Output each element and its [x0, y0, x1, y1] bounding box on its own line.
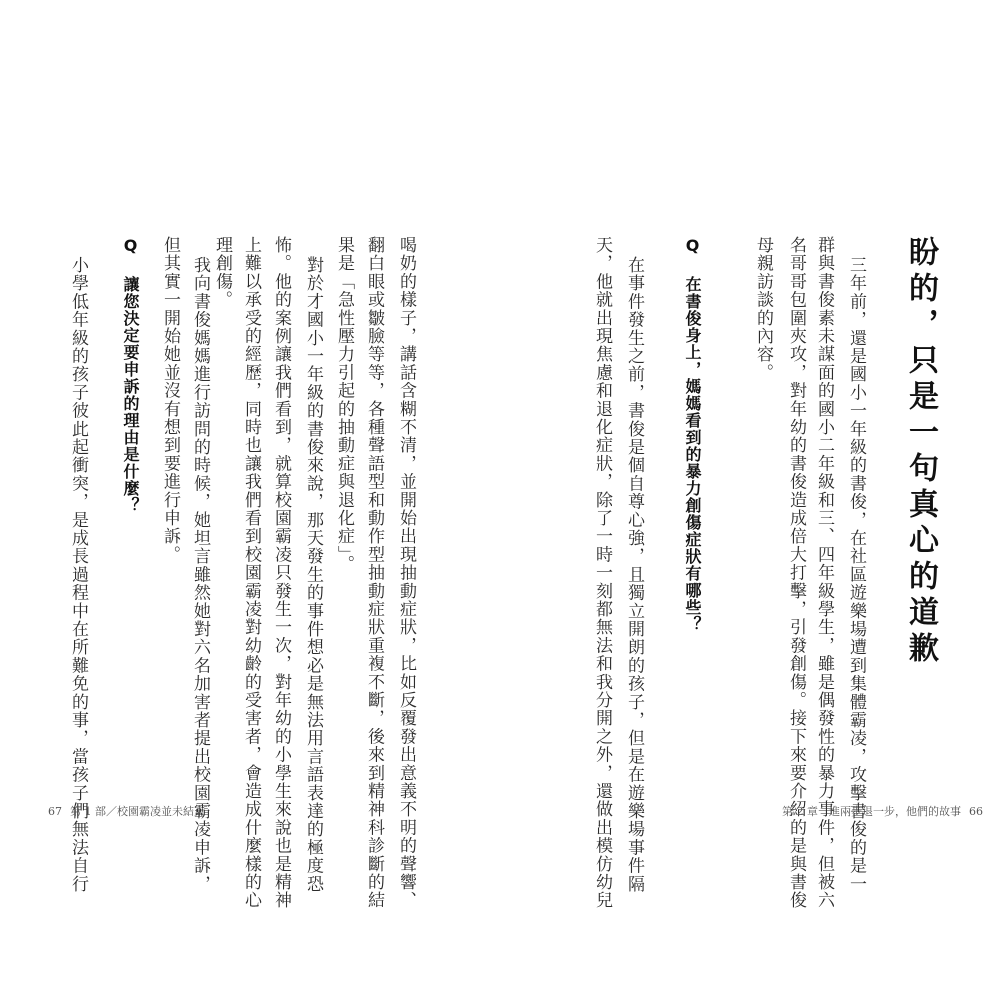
footer-left — [40, 803, 205, 819]
question-heading: Q 在書俊身上，媽媽看到的暴力創傷症狀有哪些？ — [683, 236, 702, 633]
para2-line-3: 上難以承受的經歷，同時也讓我們看到校園霸凌對幼齡的受害者，會造成什麼樣的心 — [241, 236, 261, 910]
para3-line-2: 但其實一開始她並沒有想到要進行申訴。 — [160, 236, 180, 564]
running-head: 第 2 章 進兩步退一步，他們的故事 — [782, 805, 961, 818]
answer-line-2: 天，他就出現焦慮和退化症狀，除了一時一刻都無法和我分開之外，還做出模仿幼兒 — [592, 236, 612, 910]
para1-line-1: 喝奶的樣子，講話含糊不清，並開始出現抽動症狀，比如反覆發出意義不明的聲響、 — [396, 236, 416, 910]
intro-line-2: 群與書俊素未謀面的國小二年級和三、四年級學生，雖是偶發性的暴力事件，但被六 — [814, 236, 834, 910]
para2-line-1: 對於才國小一年級的書俊來說，那天發生的事件想必是無法用言語表達的極度恐 — [303, 256, 323, 893]
intro-line-4: 母親訪談的內容。 — [753, 236, 773, 382]
intro-line-3: 名哥哥包圍夾攻，對年幼的書俊造成倍大打擊，引發創傷。接下來要介紹的是與書俊 — [786, 236, 806, 910]
answer-line-1: 小學低年級的孩子彼此起衝突，是成長過程中在所難免的事，當孩子們無法自行 — [68, 256, 88, 893]
question-heading: Q 讓您決定要申訴的理由是什麼？ — [121, 236, 140, 514]
para1-line-3: 果是「急性壓力引起的抽動症與退化症」。 — [334, 236, 354, 574]
chapter-title: 盼的，只是一句真心的道歉 — [903, 236, 938, 668]
running-head: 第 1 部／校園霸凌並未結束 — [70, 805, 205, 818]
intro-line-1: 三年前，還是國小一年級的書俊，在社區遊樂場遭到集體霸凌，攻擊書俊的是一 — [846, 256, 866, 893]
page-66 — [500, 0, 1000, 1000]
para2-line-2: 怖。他的案例讓我們看到，就算校園霸凌只發生一次，對年幼的小學生來說也是精神 — [271, 236, 291, 910]
footer-right — [782, 803, 991, 819]
para3-line-1: 我向書俊媽媽進行訪問的時候，她坦言雖然她對六名加害者提出校園霸凌申訴， — [190, 256, 210, 893]
para1-line-2: 翻白眼或皺臉等等，各種聲語型和動作型抽動症狀重複不斷，後來到精神科診斷的結 — [364, 236, 384, 910]
page-number: 67 — [48, 805, 62, 818]
para2-line-4: 理創傷。 — [212, 236, 232, 309]
answer-line-1: 在事件發生之前，書俊是個自尊心強，且獨立開朗的孩子，但是在遊樂場事件隔 — [624, 256, 644, 893]
page-number: 66 — [969, 805, 983, 818]
